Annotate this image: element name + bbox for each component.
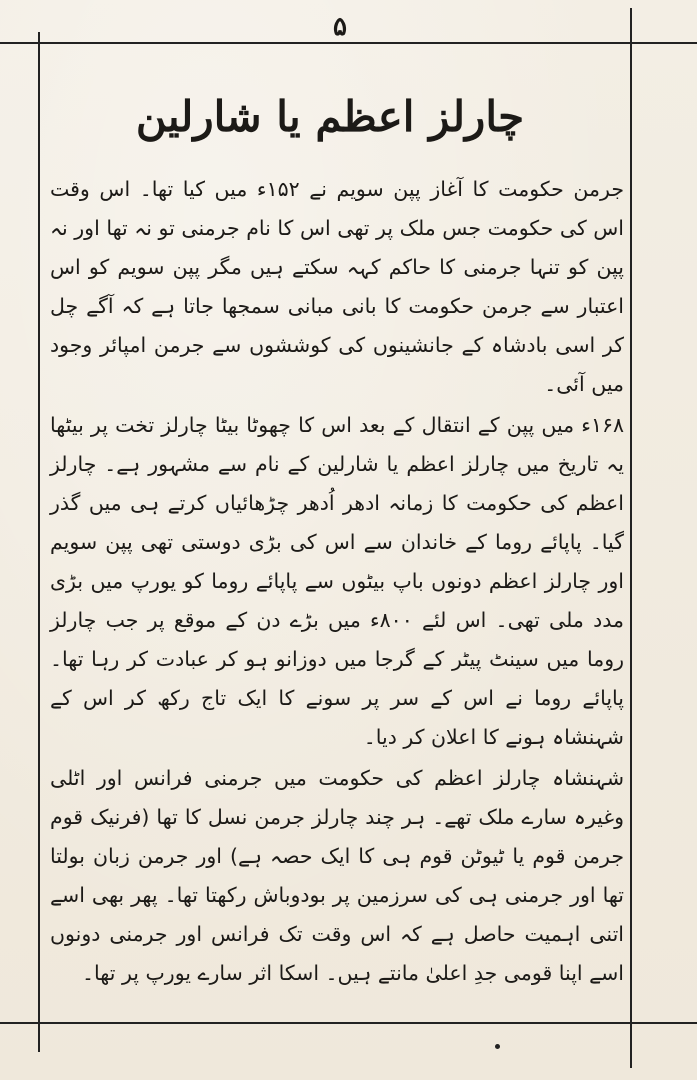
paragraph-3: شہنشاہ چارلز اعظم کی حکومت میں جرمنی فرانس اور اٹلی وغیرہ سارے ملک تھے۔ ہر چند چارلز جرمن نسل کا تھا (فرنیک قوم جرمن قوم یا ٹیوٹن قوم ہی کا ایک حصہ ہے) اور جرمن زبان بولتا تھا اور جرمنی ہی کی سرزمین پر بودوباش رکھتا تھا۔ پھر بھی اسے اتنی اہمیت حاصل ہے کہ اس وقت تک فرانس اور جرمنی دونوں اسے اپنا قومی جدِ اعلیٰ مانتے ہیں۔ اسکا اثر سارے یورپ پر تھا۔ <box>50 766 624 985</box>
left-border-line <box>38 32 40 1052</box>
page-number: ۵ <box>333 12 347 42</box>
bottom-border-line <box>0 1022 697 1024</box>
body-text <box>50 170 624 993</box>
ink-dot <box>495 1044 500 1049</box>
top-border-line <box>0 42 697 44</box>
paragraph-2: ۱۶۸ء میں پپن کے انتقال کے بعد اس کا چھوٹا بیٹا چارلز تخت پر بیٹھا یہ تاریخ میں چارلز اعظم یا شارلین کے نام سے مشہور ہے۔ چارلز اعظم کی حکومت کا زمانہ ادھر اُدھر چڑھائیاں کرتے ہی میں گذر گیا۔ پاپائے روما کے خاندان سے اس کی بڑی دوستی تھی پپن سویم اور چارلز اعظم دونوں باپ بیٹوں سے پاپائے روما کو یورپ میں بڑی مدد ملی تھی۔ اس لئے ۸۰۰ء میں بڑے دن کے موقع پر جب چارلز روما میں سینٹ پیٹر کے گرجا میں دوزانو ہو کر عبادت کر رہا تھا۔ پاپائے روما نے اس کے سر پر سونے کا ایک تاج رکھ کر اس کے شہنشاہ ہونے کا اعلان کر دیا۔ <box>50 413 624 749</box>
right-border-line <box>630 8 632 1068</box>
paragraph-1: جرمن حکومت کا آغاز پپن سویم نے ۱۵۲ء میں کیا تھا۔ اس وقت اس کی حکومت جس ملک پر تھی اس کا نام جرمنی تو نہ تھا اور نہ پپن کو تنہا جرمنی کا حاکم کہہ سکتے ہیں مگر پپن سویم کو اس اعتبار سے جرمن حکومت کا بانی مبانی سمجھا جاتا ہے کہ آگے چل کر اسی بادشاہ کے جانشینوں کی کوششوں سے جرمن امپائر وجود میں آئی۔ <box>50 177 624 396</box>
page-title: چارلز اعظم یا شارلین <box>135 92 525 141</box>
